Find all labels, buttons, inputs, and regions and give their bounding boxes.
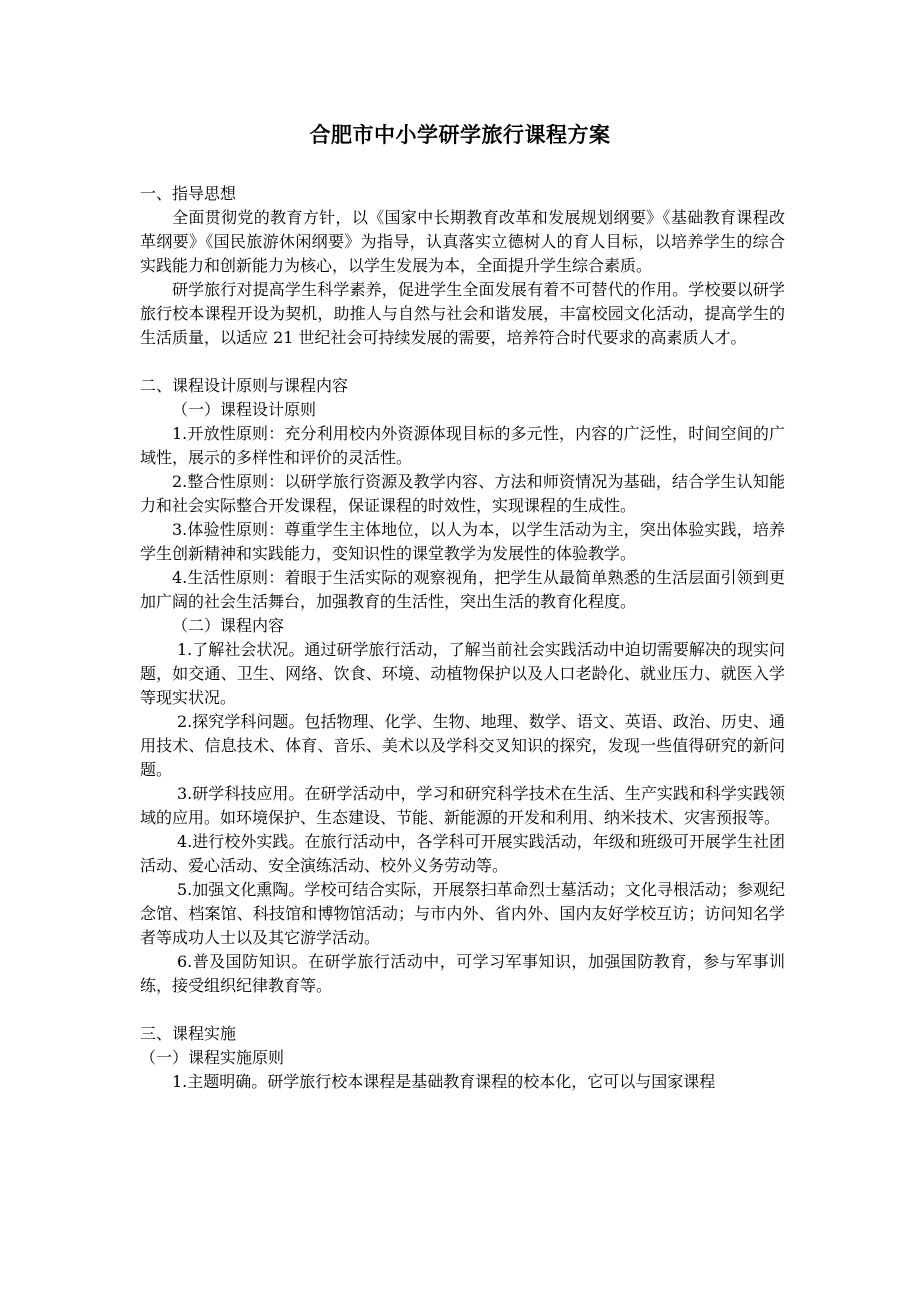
paragraph: 研学旅行对提高学生科学素养，促进学生全面发展有着不可替代的作用。学校要以研学旅行校本课程开设为契机，助推人与自然与社会和谐发展，丰富校园文化活动，提高学生的生活质量，以适应 21 世纪社会可持续发展的需要，培养符合时代要求的高素质人才。 <box>140 280 785 347</box>
list-item: 1.开放性原则：充分利用校内外资源体现目标的多元性，内容的广泛性，时间空间的广域性，展示的多样性和评价的灵活性。 <box>140 424 785 467</box>
list-item: 1.了解社会状况。通过研学旅行活动，了解当前社会实践活动中迫切需要解决的现实问题，如交通、卫生、网络、饮食、环境、动植物保护以及人口老龄化、就业压力、就医入学等现实状况。 <box>140 640 785 707</box>
list-item: 2.探究学科问题。包括物理、化学、生物、地理、数学、语文、英语、政治、历史、通用技术、信息技术、体育、音乐、美术以及学科交叉知识的探究，发现一些值得研究的新问题。 <box>140 712 785 779</box>
list-item: 3.研学科技应用。在研学活动中，学习和研究科学技术在生活、生产实践和科学实践领域的应用。如环境保护、生态建设、节能、新能源的开发和利用、纳米技术、灾害预报等。 <box>140 784 785 827</box>
document-body <box>140 182 785 1094</box>
spacer <box>140 350 785 374</box>
spacer <box>140 998 785 1022</box>
paragraph: 1.主题明确。研学旅行校本课程是基础教育课程的校本化，它可以与国家课程 <box>172 1072 716 1091</box>
list-item: 4.进行校外实践。在旅行活动中，各学科可开展实践活动，年级和班级可开展学生社团活动、爱心活动、安全演练活动、校外义务劳动等。 <box>140 832 785 875</box>
list-item: 2.整合性原则：以研学旅行资源及教学内容、方法和师资情况为基础，结合学生认知能力和社会实际整合开发课程，保证课程的时效性，实现课程的生成性。 <box>140 472 785 515</box>
section-heading-3: 三、课程实施 <box>140 1024 237 1043</box>
list-item: 5.加强文化熏陶。学校可结合实际，开展祭扫革命烈士墓活动；文化寻根活动；参观纪念馆、档案馆、科技馆和博物馆活动；与市内外、省内外、国内友好学校互访；访问知名学者等成功人士以及其它游学活动。 <box>140 880 785 947</box>
list-item: 4.生活性原则：着眼于生活实际的观察视角，把学生从最简单熟悉的生活层面引领到更加广阔的社会生活舞台，加强教育的生活性，突出生活的教育化程度。 <box>140 568 785 611</box>
subsection-heading: （二）课程内容 <box>172 616 285 635</box>
list-item: 3.体验性原则：尊重学生主体地位，以人为本，以学生活动为主，突出体验实践，培养学生创新精神和实践能力，变知识性的课堂教学为发展性的体验教学。 <box>140 520 785 563</box>
document-title: 合肥市中小学研学旅行课程方案 <box>309 123 611 147</box>
section-heading-1: 一、指导思想 <box>140 184 237 203</box>
subsection-heading: （一）课程设计原则 <box>172 400 317 419</box>
subsection-heading: （一）课程实施原则 <box>140 1048 285 1067</box>
paragraph: 全面贯彻党的教育方针，以《国家中长期教育改革和发展规划纲要》《基础教育课程改革纲要》《国民旅游休闲纲要》为指导，认真落实立德树人的育人目标，以培养学生的综合实践能力和创新能力为核心，以学生发展为本，全面提升学生综合素质。 <box>140 208 785 275</box>
list-item: 6.普及国防知识。在研学旅行活动中，可学习军事知识，加强国防教育，参与军事训练，接受组织纪律教育等。 <box>140 952 785 995</box>
section-heading-2: 二、课程设计原则与课程内容 <box>140 376 349 395</box>
